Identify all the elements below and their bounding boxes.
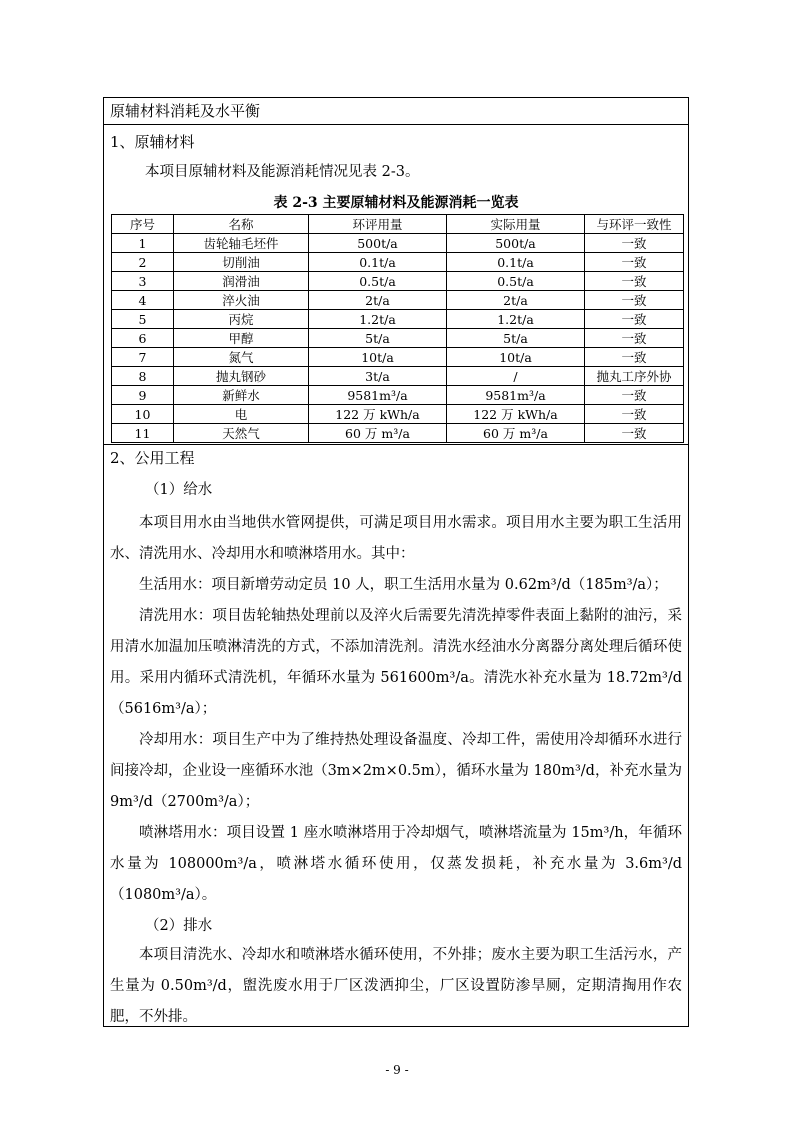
table-cell: 11	[112, 424, 174, 443]
table-cell: 10t/a	[309, 348, 447, 367]
section-1-intro: 本项目原辅材料及能源消耗情况见表 2-3。	[145, 164, 420, 180]
table-cell: 5t/a	[309, 329, 447, 348]
table-cell: 3t/a	[309, 367, 447, 386]
section-2-heading: 2、公用工程	[110, 449, 195, 467]
table-cell: 天然气	[174, 424, 309, 443]
paragraph-domestic-water: 生活用水：项目新增劳动定员 10 人，职工生活用水量为 0.62m³/d（185m³/a）；	[139, 577, 668, 593]
table-cell: 一致	[585, 253, 684, 272]
table-cell: 1	[112, 234, 174, 253]
table-cell: 氮气	[174, 348, 309, 367]
table-cell: 5	[112, 310, 174, 329]
table-cell: 0.5t/a	[309, 272, 447, 291]
paragraph-drainage: 本项目清洗水、冷却水和喷淋塔水循环使用，不外排；废水主要为职工生活污水，产生量为 0.50m³/d，盥洗废水用于厂区泼洒抑尘，厂区设置防渗旱厕，定期清掏用作农肥，不外排。	[110, 947, 682, 1025]
table-body	[112, 234, 684, 443]
table-cell: 切削油	[174, 253, 309, 272]
table-cell: 2t/a	[309, 291, 447, 310]
table-cell: 0.1t/a	[447, 253, 585, 272]
table-cell: /	[447, 367, 585, 386]
table-header-row	[112, 215, 684, 234]
table-cell: 一致	[585, 348, 684, 367]
table-cell: 60 万 m³/a	[447, 424, 585, 443]
column-header: 实际用量	[447, 215, 585, 234]
materials-table	[111, 214, 684, 443]
table-row	[112, 272, 684, 291]
table-row	[112, 253, 684, 272]
table-cell: 抛丸钢砂	[174, 367, 309, 386]
table-cell: 1.2t/a	[447, 310, 585, 329]
paragraph-cleaning-water: 清洗用水：项目齿轮轴热处理前以及淬火后需要先清洗掉零件表面上黏附的油污，采用清水加温加压喷淋清洗的方式，不添加清洗剂。清洗水经油水分离器分离处理后循环使用。采用内循环式清洗机，年循环水量为 561600m³/a。清洗水补充水量为 18.72m³/d（5616m³/a）；	[110, 608, 682, 717]
table-caption: 表 2-3 主要原辅材料及能源消耗一览表	[273, 195, 519, 211]
table-cell: 8	[112, 367, 174, 386]
table-cell: 7	[112, 348, 174, 367]
column-header: 与环评一致性	[585, 215, 684, 234]
table-cell: 2t/a	[447, 291, 585, 310]
column-header: 名称	[174, 215, 309, 234]
table-cell: 500t/a	[447, 234, 585, 253]
table-cell: 9581m³/a	[447, 386, 585, 405]
table-cell: 60 万 m³/a	[309, 424, 447, 443]
table-cell: 9	[112, 386, 174, 405]
table-cell: 润滑油	[174, 272, 309, 291]
table-cell: 5t/a	[447, 329, 585, 348]
table-cell: 一致	[585, 272, 684, 291]
table-row	[112, 386, 684, 405]
table-cell: 500t/a	[309, 234, 447, 253]
table-cell: 0.5t/a	[447, 272, 585, 291]
table-cell: 电	[174, 405, 309, 424]
table-cell: 一致	[585, 329, 684, 348]
table-row	[112, 405, 684, 424]
section-header-title: 原辅材料消耗及水平衡	[110, 102, 261, 120]
header-divider	[104, 124, 688, 125]
table-cell: 抛丸工序外协	[585, 367, 684, 386]
table-cell: 6	[112, 329, 174, 348]
table-row	[112, 424, 684, 443]
table-cell: 0.1t/a	[309, 253, 447, 272]
table-cell: 1.2t/a	[309, 310, 447, 329]
column-header: 环评用量	[309, 215, 447, 234]
table-bottom-divider	[104, 444, 688, 445]
page-number: - 9 -	[385, 1063, 409, 1077]
table-cell: 一致	[585, 291, 684, 310]
table-cell: 122 万 kWh/a	[309, 405, 447, 424]
table-cell: 9581m³/a	[309, 386, 447, 405]
table-cell: 122 万 kWh/a	[447, 405, 585, 424]
table-row	[112, 310, 684, 329]
table-cell: 3	[112, 272, 174, 291]
column-header: 序号	[112, 215, 174, 234]
subsection-drainage: （2）排水	[145, 918, 213, 934]
table-cell: 齿轮轴毛坯件	[174, 234, 309, 253]
table-cell: 丙烷	[174, 310, 309, 329]
table-cell: 一致	[585, 234, 684, 253]
paragraph-water-supply: 本项目用水由当地供水管网提供，可满足项目用水需求。项目用水主要为职工生活用水、清洗用水、冷却用水和喷淋塔用水。其中：	[110, 515, 682, 562]
table-row	[112, 291, 684, 310]
table-row	[112, 329, 684, 348]
table-cell: 2	[112, 253, 174, 272]
table-cell: 一致	[585, 310, 684, 329]
table-cell: 甲醇	[174, 329, 309, 348]
table-cell: 一致	[585, 424, 684, 443]
table-row	[112, 367, 684, 386]
table-row	[112, 348, 684, 367]
table-row	[112, 234, 684, 253]
table-cell: 10t/a	[447, 348, 585, 367]
table-cell: 淬火油	[174, 291, 309, 310]
paragraph-cooling-water: 冷却用水：项目生产中为了维持热处理设备温度、冷却工件，需使用冷却循环水进行间接冷却，企业设一座循环水池（3m×2m×0.5m），循环水量为 180m³/d，补充水量为 9m³/d（2700m³/a）；	[110, 732, 682, 810]
table-cell: 一致	[585, 405, 684, 424]
table-cell: 新鲜水	[174, 386, 309, 405]
table-cell: 10	[112, 405, 174, 424]
content-frame	[103, 97, 689, 1027]
paragraph-spray-tower-water: 喷淋塔用水：项目设置 1 座水喷淋塔用于冷却烟气，喷淋塔流量为 15m³/h，年循环水量为 108000m³/a，喷淋塔水循环使用，仅蒸发损耗，补充水量为 3.6m³/d（1080m³/a）。	[110, 825, 682, 903]
subsection-water-supply: （1）给水	[145, 482, 213, 498]
table-cell: 4	[112, 291, 174, 310]
table-cell: 一致	[585, 386, 684, 405]
section-1-heading: 1、原辅材料	[110, 133, 195, 151]
